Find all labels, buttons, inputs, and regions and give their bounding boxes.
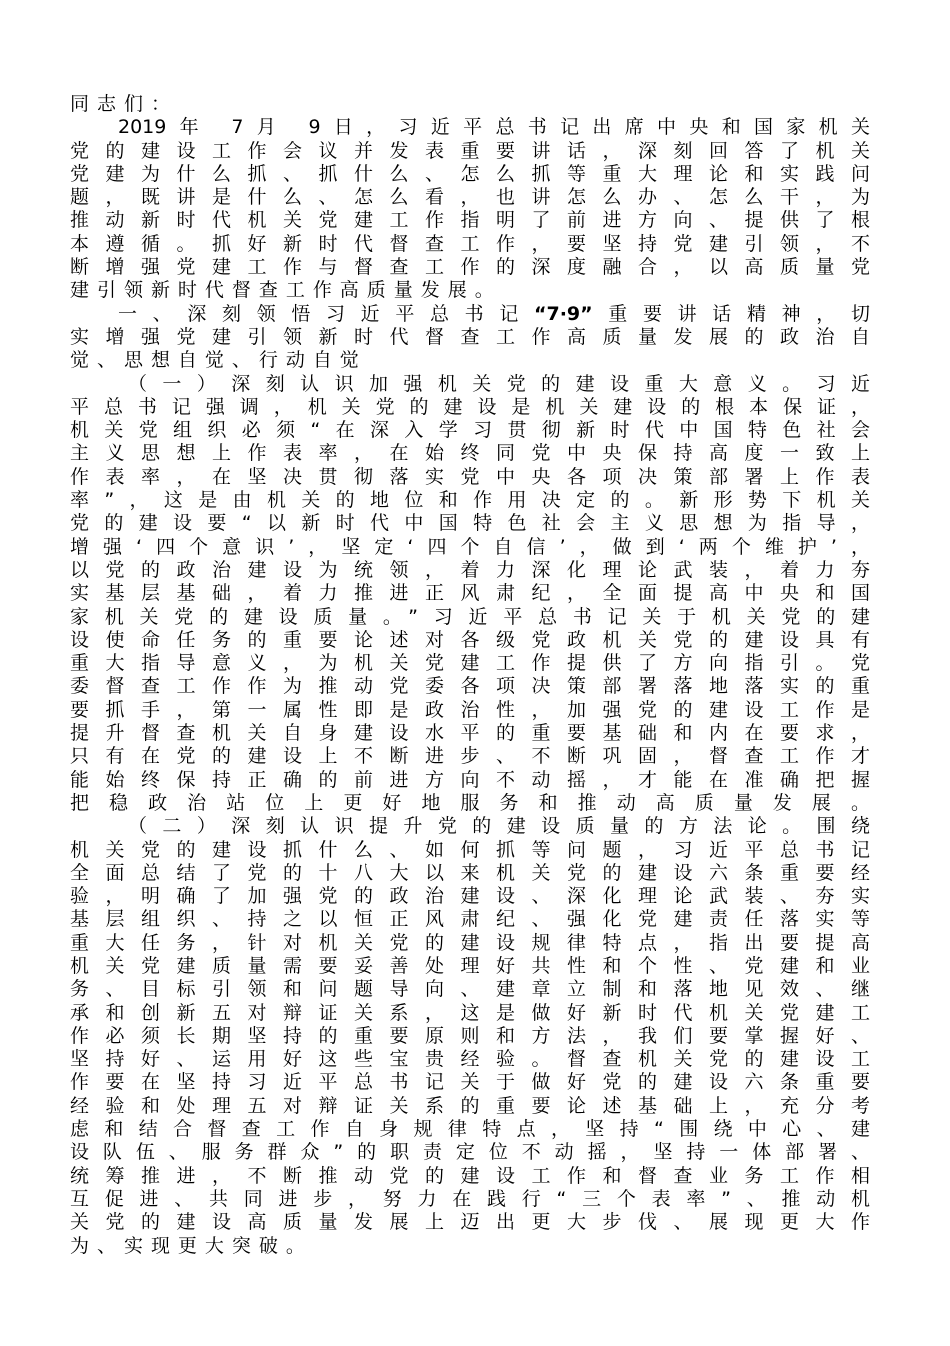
paragraph-line: 委督查工作作为推动党委各项决策部署落地落实的重 xyxy=(70,675,870,698)
paragraph-line: 作表率，在坚决贯彻落实党中央各项决策部署上作表 xyxy=(70,465,870,488)
paragraph-line: 党的建设要“以新时代中国特色社会主义思想为指导， xyxy=(70,512,870,535)
paragraph-line: 经验和处理五对辩证关系的重要论述基础上，充分考 xyxy=(70,1094,870,1117)
paragraph-line: 题，既讲是什么、怎么看，也讲怎么办、怎么干，为 xyxy=(70,186,870,209)
heading-line: 觉、思想自觉、行动自觉 xyxy=(70,349,367,372)
paragraph-line: 本遵循。抓好新时代督查工作，要坚持党建引领，不 xyxy=(70,232,870,255)
heading-prefix: 一、深刻领悟习近平总书记 xyxy=(118,302,534,325)
section-heading-1 xyxy=(70,303,870,373)
paragraph-line: 机关党组织必须“在深入学习贯彻新时代中国特色社会 xyxy=(70,419,870,442)
paragraph-line: 推动新时代机关党建工作指明了前进方向、提供了根 xyxy=(70,209,870,232)
paragraph-line: 以党的政治建设为统领，着力深化理论武装，着力夯 xyxy=(70,558,870,581)
document-body xyxy=(70,93,870,1258)
paragraph-line: 作必须长期坚持的重要原则和方法，我们要掌握好、 xyxy=(70,1024,870,1047)
paragraph-line: 重大指导意义，为机关党建工作提供了方向指引。党 xyxy=(70,652,870,675)
paragraph-line: 为、实现更大突破。 xyxy=(70,1234,313,1257)
paragraph-line: 增强‘四个意识’，坚定‘四个自信’，做到‘两个维护’， xyxy=(70,535,870,558)
paragraph-line: 设队伍、服务群众”的职责定位不动摇，坚持一体部署、 xyxy=(70,1141,870,1164)
paragraph-line: 党建为什么抓、抓什么、怎么抓等重大理论和实践问 xyxy=(70,162,870,185)
paragraph-line: 互促进、共同进步，努力在践行“三个表率”、推动机 xyxy=(70,1187,870,1210)
paragraph-line: 验，明确了加强党的政治建设、深化理论武装、夯实 xyxy=(70,885,870,908)
paragraph-line: 把稳政治站位上更好地服务和推动高质量发展。 xyxy=(70,791,870,814)
paragraph-line: 能始终保持正确的前进方向不动摇，才能在准确把握 xyxy=(70,768,870,791)
paragraph-line: 只有在党的建设上不断进步、不断巩固，督查工作才 xyxy=(70,745,870,768)
paragraph-line: 基层组织、持之以恒正风肃纪、强化党建责任落实等 xyxy=(70,908,870,931)
paragraph-line: （一）深刻认识加强机关党的建设重大意义。习近 xyxy=(128,372,870,395)
paragraph-line: 机关党建质量需要妥善处理好共性和个性、党建和业 xyxy=(70,954,870,977)
paragraph-line: 要抓手，第一属性即是政治性，加强党的建设工作是 xyxy=(70,698,870,721)
paragraph-line: 平总书记强调，机关党的建设是机关建设的根本保证， xyxy=(70,395,870,418)
paragraph-line: 机关党的建设抓什么、如何抓等问题，习近平总书记 xyxy=(70,838,870,861)
paragraph-line: 建引领新时代督查工作高质量发展。 xyxy=(70,279,502,302)
paragraph-line: 务、目标引领和问题导向、建章立制和落地见效、继 xyxy=(70,978,870,1001)
paragraph-line: 虑和结合督查工作自身规律特点，坚持“围绕中心、建 xyxy=(70,1118,870,1141)
paragraph-line: 2019年 7月 9日，习近平总书记出席中央和国家机关 xyxy=(118,116,870,139)
paragraph-line: 重大任务，针对机关党的建设规律特点，指出要提高 xyxy=(70,931,870,954)
heading-suffix: 重要讲话精神，切 xyxy=(592,302,870,325)
paragraph-line: 主义思想上作表率，在始终同党中央保持高度一致上 xyxy=(70,442,870,465)
paragraph-line: 家机关党的建设质量。”习近平总书记关于机关党的建 xyxy=(70,605,870,628)
paragraph-line: 作要在坚持习近平总书记关于做好党的建设六条重要 xyxy=(70,1071,870,1094)
paragraph-intro xyxy=(70,116,870,302)
paragraph-line: 承和创新五对辩证关系，这是做好新时代机关党建工 xyxy=(70,1001,870,1024)
paragraph-line: 统筹推进，不断推动党的建设工作和督查业务工作相 xyxy=(70,1164,870,1187)
paragraph-line: 断增强党建工作与督查工作的深度融合，以高质量党 xyxy=(70,256,870,279)
heading-bold: “7·9” xyxy=(534,302,593,325)
heading-line: 实增强党建引领新时代督查工作高质量发展的政治自 xyxy=(70,325,870,348)
paragraph-line: 设使命任务的重要论述对各级党政机关党的建设具有 xyxy=(70,628,870,651)
greeting: 同志们： xyxy=(70,93,178,115)
paragraph-line: 关党的建设高质量发展上迈出更大步伐、展现更大作 xyxy=(70,1211,870,1234)
paragraph-line: 率”，这是由机关的地位和作用决定的。新形势下机关 xyxy=(70,489,870,512)
paragraph-line: 党的建设工作会议并发表重要讲话，深刻回答了机关 xyxy=(70,139,870,162)
paragraph-two xyxy=(70,815,870,1258)
paragraph-line: 提升督查机关自身建设水平的重要基础和内在要求， xyxy=(70,722,870,745)
paragraph-line: 坚持好、运用好这些宝贵经验。督查机关党的建设工 xyxy=(70,1048,870,1071)
paragraph-line: （二）深刻认识提升党的建设质量的方法论。围绕 xyxy=(128,815,870,838)
paragraph-line: 实基层基础，着力推进正风肃纪，全面提高中央和国 xyxy=(70,582,870,605)
heading-line xyxy=(70,303,870,326)
paragraph-line: 全面总结了党的十八大以来机关党的建设六条重要经 xyxy=(70,861,870,884)
paragraph-one xyxy=(70,373,870,816)
